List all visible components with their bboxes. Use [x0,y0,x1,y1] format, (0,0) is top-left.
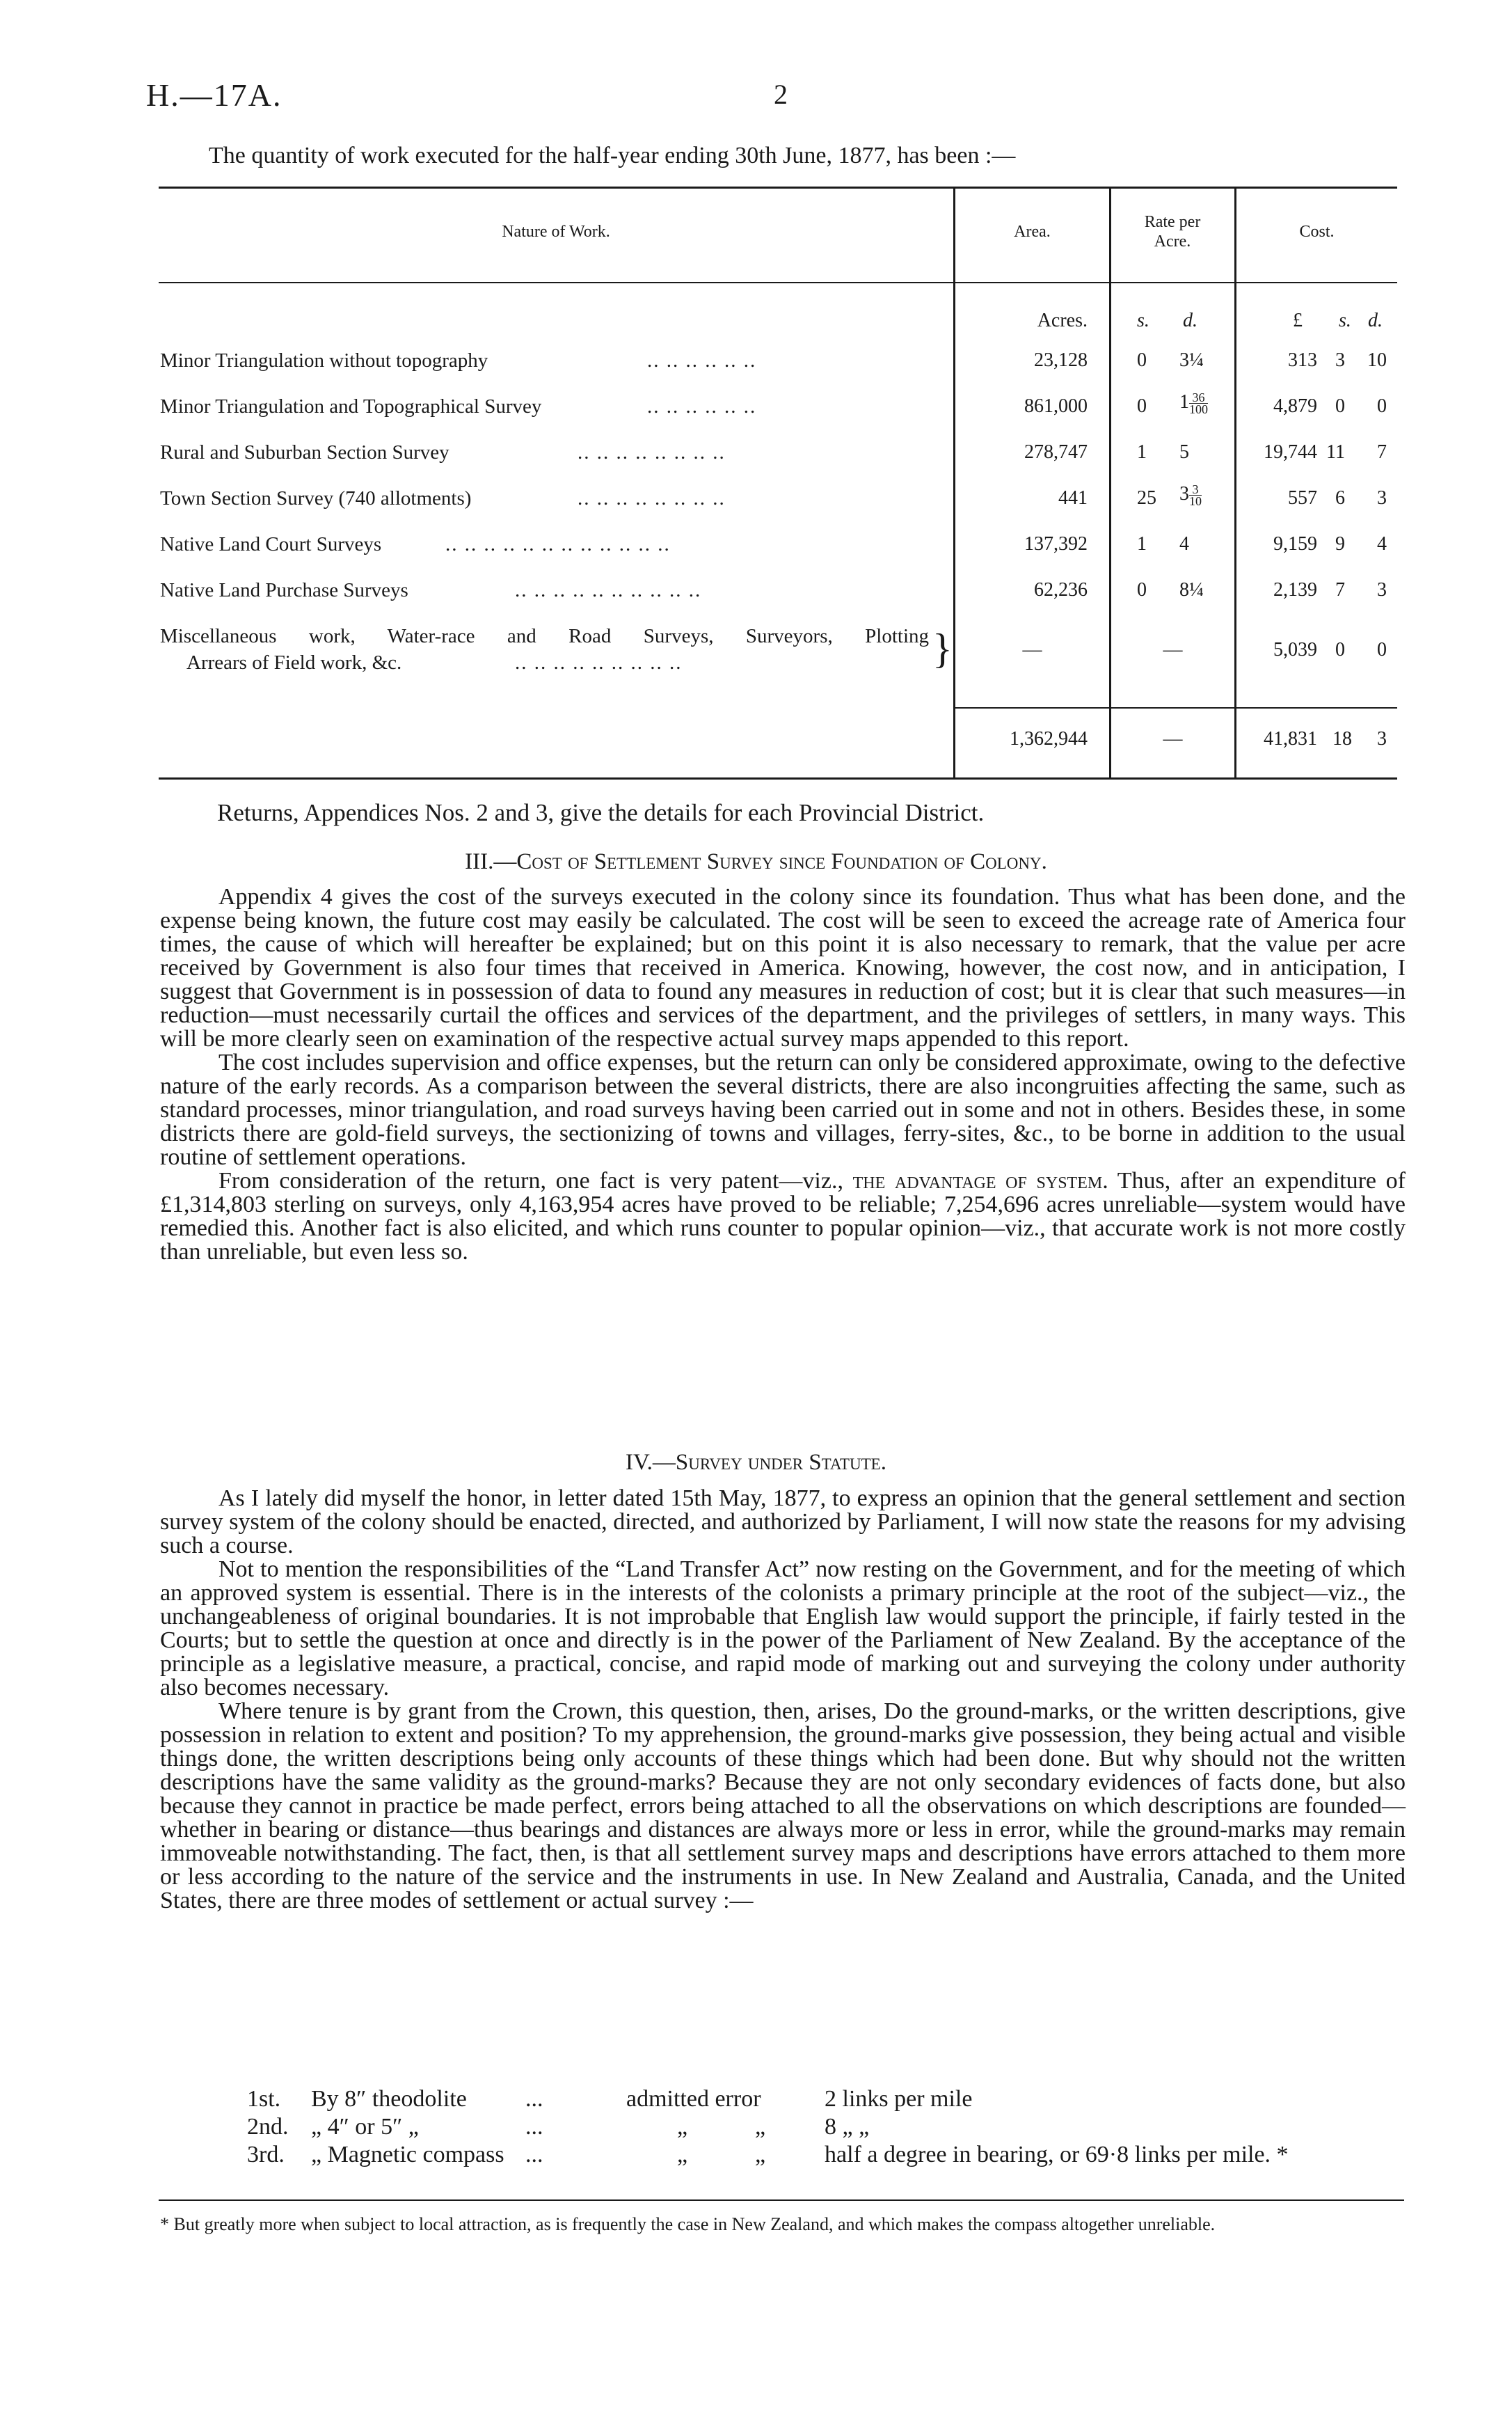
unit-acres: Acres. [1037,310,1088,331]
unit-cost-d: d. [1368,310,1383,331]
rate-fraction [1189,484,1202,507]
leader-dots: .. .. .. .. .. .. .. .. .. [515,651,683,674]
fraction-numerator: 36 [1189,392,1208,404]
paragraph-text: Thus, after an expenditure of £1,314,803 sterling on surveys, only 4,163,954 acres have proved to be reliable; 7,254,696 acres unreliable—system would have remedied this. Another fact is also elicited, and which runs counter to popular opinion—viz., that accurate work is not more costly than unreliable, but even less so. [160,1168,1406,1265]
mode-ordinal: 3rd. [247,2142,285,2167]
table-intro: The quantity of work executed for the half-year ending 30th June, 1877, has been :— [209,143,1016,168]
mode-error-value: half a degree in bearing, or 69·8 links per mile. * [825,2142,1289,2167]
row-brace: } [932,626,953,672]
row-label-line2: Arrears of Field work, &c. [186,651,402,674]
fraction-denominator: 10 [1189,494,1202,509]
row-cost-pounds: 5,039 [1273,639,1317,661]
row-cost-s: 0 [1335,395,1345,417]
total-cost-d: 3 [1377,728,1387,750]
row-rate-d: 5 [1179,441,1189,463]
row-rate-s: 0 [1137,349,1147,371]
paragraph: Where tenure is by grant from the Crown, this question, then, arises, Do the ground-marks, or the written descriptions, give possession in relation to extent and position? To my apprehension, the ground-marks give possession, they being actual and visible things done, the written descriptions being only accounts of these things which had been done. But why should not the written descriptions have the same validity as the ground-marks? Because they are not only secondary evidences of facts done, but also because they cannot in practice be made perfect, errors being attached to all the observations on which descriptions are founded—whether in bearing or distance—thus bearings and distances are always more or less in error, while the ground-marks may remain immoveable notwithstanding. The fact, then, is that all settlement survey maps and descriptions have errors attached to them more or less according to the nature of the service and the instruments in use. In New Zealand and Australia, Canada, and the United States, there are three modes of settlement or actual survey :— [160,1698,1406,1913]
leader-dots: .. .. .. .. .. .. .. .. [578,441,726,464]
mode-dots: ... [525,2114,543,2140]
col-divider-rate [1109,187,1111,777]
mode-error-label: admitted error [626,2086,761,2112]
paragraph: The cost includes supervision and office expenses, but the return can only be considered approximate, owing to the defective nature of the early records. As a comparison between the several districts, there are also incongruities affecting the same, such as standard processes, minor triangulation, and road surveys having been carried out in some and not in others. Besides these, in some districts there are gold-field surveys, the sectionizing of towns and villages, ferry-sites, &c., to be borne in addition to the usual routine of settlement operations. [160,1050,1406,1170]
table-header-rule [159,282,1397,283]
footnote: * But greatly more when subject to local attraction, as is frequently the case in New Zealand, and which makes the compass altogether unreliable. [160,2214,1216,2234]
row-label: Rural and Suburban Section Survey [160,441,449,464]
rate-whole: 1 [1179,391,1189,413]
paragraph: Not to mention the responsibilities of the “Land Transfer Act” now resting on the Government, and for the meeting of which an approved system is essential. There is in the interests of the colonists a primary principle at the root of the subject—viz., the unchangeableness of original boundaries. It is not improbable that English law would support the principle, if fairly tested in the Courts; but to settle the question at once and directly is in the power of the Parliament of New Zealand. By the acceptance of the principle as a legislative measure, a practical, concise, and rapid mode of marking out and surveying the colony under authority also becomes necessary. [160,1556,1406,1700]
section-iv-body [160,1487,1406,1913]
mode-instrument: By 8″ theodolite [311,2086,467,2112]
row-rate-s: 1 [1137,441,1147,463]
row-label: Town Section Survey (740 allotments) [160,487,472,510]
mode-ordinal: 1st. [247,2086,281,2112]
row-rate-s: 0 [1137,395,1147,417]
row-rate-d [1179,391,1208,415]
row-cost-pounds: 9,159 [1273,533,1317,555]
row-rate-d: 4 [1179,533,1189,555]
row-cost-s: 9 [1335,533,1345,555]
row-cost-pounds: 557 [1288,487,1317,509]
section-heading-iv: IV.—Survey under Statute. [626,1450,886,1475]
rate-whole: 3 [1179,483,1189,505]
row-cost-s: 7 [1335,579,1345,601]
row-cost-d: 0 [1377,395,1387,417]
row-cost-d: 3 [1377,487,1387,509]
row-cost-d: 3 [1377,579,1387,601]
header-rate: Rate per Acre. [1144,213,1201,251]
total-rate: — [1163,728,1183,750]
total-rule [953,707,1397,709]
row-cost-s: 11 [1326,441,1345,463]
header-nature: Nature of Work. [502,223,610,241]
header-area: Area. [1014,223,1051,241]
row-rate-d: 3¼ [1179,349,1204,371]
col-divider-area [953,187,955,777]
fraction-denominator: 100 [1189,402,1208,417]
table-top-rule [159,187,1397,189]
total-area: 1,362,944 [1010,728,1088,750]
mode-ditto: „ [677,2142,688,2167]
unit-rate-d: d. [1183,310,1197,331]
paragraph: As I lately did myself the honor, in letter dated 15th May, 1877, to express an opinion that the general settlement and section survey system of the colony should be enacted, directed, and authorized by Parliament, I will now state the reasons for my advising such a course. [160,1485,1406,1558]
total-cost-pounds: 41,831 [1264,728,1317,750]
footnote-rule [159,2199,1404,2201]
returns-note: Returns, Appendices Nos. 2 and 3, give the details for each Provincial District. [217,799,985,826]
page-number: 2 [774,79,788,110]
col-divider-cost [1234,187,1236,777]
row-label: Native Land Purchase Surveys [160,579,408,601]
paragraph [160,1169,1406,1264]
row-rate-s: 0 [1137,579,1147,601]
row-label: Native Land Court Surveys [160,533,382,555]
table-bottom-rule [159,777,1397,780]
row-area: 861,000 [1024,395,1088,417]
row-cost-pounds: 4,879 [1273,395,1317,417]
unit-cost-pounds: £ [1293,310,1303,331]
row-label-line1: Miscellaneous work, Water-race and Road Surveys, Surveyors, Plotting [160,625,929,647]
mode-error-value: 2 links per mile [825,2086,973,2112]
mode-ditto: „ [755,2114,766,2140]
paragraph-text: From consideration of the return, one fact is very patent—viz., [218,1168,853,1194]
row-area: — [1022,639,1042,661]
emphasis-text: the advantage of system. [852,1168,1108,1194]
mode-dots: ... [525,2142,543,2167]
section-heading-iii: III.—Cost of Settlement Survey since Foundation of Colony. [465,849,1047,874]
mode-instrument: „ 4″ or 5″ „ [311,2114,419,2140]
header-cost: Cost. [1299,223,1335,241]
row-rate-s: 25 [1137,487,1156,509]
unit-rate-s: s. [1137,310,1149,331]
row-label: Minor Triangulation and Topographical Survey [160,395,542,418]
row-cost-s: 3 [1335,349,1345,371]
row-rate-s: 1 [1137,533,1147,555]
leader-dots: .. .. .. .. .. .. [647,349,757,372]
paragraph: Appendix 4 gives the cost of the surveys executed in the colony since its foundation. Thus what has been done, and the expense being known, the future cost may easily be calculated. The cost will be seen to exceed the acreage rate of America four times, the cause of which will hereafter be explained; but on this point it is also necessary to remark, that the value per acre received by Government is also four times that received in America. Knowing, however, the cost now, and in anticipation, I suggest that Government is in possession of data to found any measures in reduction of cost; but it is clear that such measures—in reduction—must necessarily curtail the offices and services of the department, and the privileges of settlers, in many ways. This will be more clearly seen on examination of the respective actual survey maps appended to this report. [160,884,1406,1052]
mode-ditto: „ [755,2142,766,2167]
section-iii-body [160,885,1406,1264]
leader-dots: .. .. .. .. .. .. [647,395,757,418]
row-area: 278,747 [1024,441,1088,463]
mode-dots: ... [525,2086,543,2112]
row-cost-pounds: 2,139 [1273,579,1317,601]
row-cost-d: 0 [1377,639,1387,661]
row-rate-d [1179,483,1202,507]
row-rate-d: 8¼ [1179,579,1204,601]
total-cost-s: 18 [1332,728,1352,750]
row-cost-pounds: 313 [1288,349,1317,371]
row-cost-s: 6 [1335,487,1345,509]
mode-ordinal: 2nd. [247,2114,289,2140]
fraction-numerator: 3 [1189,484,1202,496]
rate-fraction [1189,392,1208,415]
mode-instrument: „ Magnetic compass [311,2142,504,2167]
row-cost-s: 0 [1335,639,1345,661]
row-cost-d: 7 [1377,441,1387,463]
row-area: 62,236 [1034,579,1088,601]
unit-cost-s: s. [1339,310,1351,331]
leader-dots: .. .. .. .. .. .. .. .. [578,487,726,510]
row-label: Minor Triangulation without topography [160,349,488,372]
row-rate: — [1163,639,1183,661]
row-cost-pounds: 19,744 [1264,441,1317,463]
mode-ditto: „ [677,2114,688,2140]
leader-dots: .. .. .. .. .. .. .. .. .. .. .. .. [445,533,671,555]
row-area: 137,392 [1024,533,1088,555]
row-area: 441 [1058,487,1088,509]
row-cost-d: 10 [1367,349,1387,371]
leader-dots: .. .. .. .. .. .. .. .. .. .. [515,579,702,601]
row-cost-d: 4 [1377,533,1387,555]
mode-error-value: 8 „ „ [825,2114,870,2140]
document-reference: H.—17A. [146,77,282,113]
row-area: 23,128 [1034,349,1088,371]
